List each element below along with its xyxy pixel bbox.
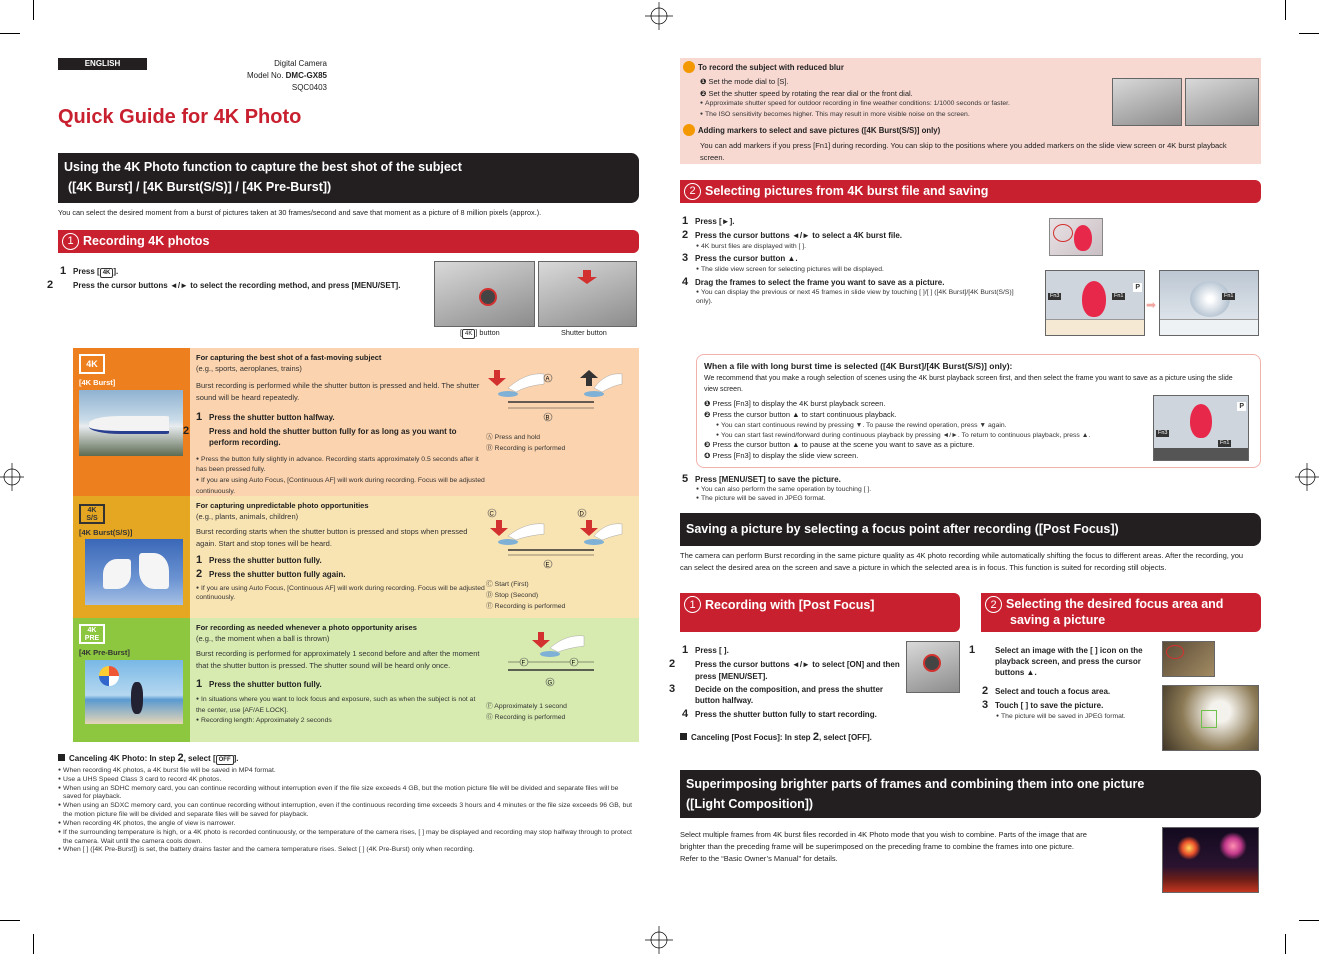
page-title: Quick Guide for 4K Photo [58,106,302,128]
diagram-legend [486,702,567,724]
row-example: (e.g., sports, aeroplanes, trains) [196,363,302,373]
playback-thumbnail [1049,218,1103,256]
product-name: Digital Camera [274,59,327,68]
cranes-photo [85,539,183,605]
step-text: Press the cursor buttons ◄/► to select a 4K burst file. [695,231,902,241]
step-text: Drag the frames to select the frame you want to save as a picture. [695,277,945,287]
banner-line-2: ([Light Composition]) [686,797,814,811]
burst-timing-diagram [486,364,626,424]
step-text: Touch [ ] to save the picture. [995,701,1104,711]
registration-mark [645,926,673,954]
sel-step-2: 2 Press the cursor buttons ◄/► to select a 4K burst file. [682,229,902,242]
row-content-cell [183,348,639,496]
row-4k-pre-burst [73,618,639,742]
fa-step-1: 1 Select an image with the [ ] icon on the playback screen, and press the cursor buttons ▲. [969,644,1143,677]
cancel-step-num: 2 [812,731,819,743]
subsection-title: Recording 4K photos [83,234,210,248]
sel-step-5 [682,472,871,504]
step-text: Press the cursor button ▲. [695,254,798,264]
row-4k-burst-ss [73,496,639,618]
pf-step-2: 2 Press the cursor buttons ◄/► to select [ON] and then press [MENU/SET]. [669,658,900,681]
mode-p-label: P [1239,403,1244,410]
step-line: 5 Press [MENU/SET] to save the picture. [682,473,841,485]
legend-item: Ⓓ Stop (Second) [486,591,539,599]
step-text: Press the shutter button fully again. [209,569,346,579]
row-heading: For capturing unpredictable photo opportunities [196,501,369,510]
slide-view-screen [1045,270,1145,336]
row-heading: For capturing the best shot of a fast-moving subject [196,353,382,362]
step-text: Press [ ]. [695,646,729,655]
step-text: Press the shutter button halfway. [209,412,335,422]
caption-text-end: ] button [475,328,500,337]
step-text: Press the shutter button fully. [209,679,322,689]
focus-area-steps [969,643,1160,722]
cancel-text: Canceling 4K Photo: In step [69,754,176,763]
camera-post-focus-button-image [906,641,960,693]
subsection-selecting-focus-area [981,593,1261,632]
row-4k-burst [73,348,639,496]
step-note: ● The slide view screen for selecting pictures will be displayed. [682,266,1027,275]
long-burst-text: We recommend that you make a rough selection of scenes using the 4K burst playback screen first, and then select the frame you want to save as a picture using the slide view screen. [704,375,1233,393]
legend-item: Ⓕ Approximately 1 second [486,703,567,710]
post-focus-thumbnail [1162,641,1215,677]
step-note: ● 4K burst files are displayed with [ ]. [682,243,1027,252]
section-banner-post-focus: Saving a picture by selecting a focus point after recording ([Post Focus]) [680,513,1261,546]
note: ● If you are using Auto Focus, [Continuous AF] will work during recording. Focus will be adjusted continuously. [196,476,486,498]
4k-burst-icon: 4K [79,354,105,374]
long-burst-box [696,354,1261,468]
row-example: (e.g., the moment when a ball is thrown) [196,633,330,643]
frame-strip [1160,319,1258,335]
post-focus-button-highlight [923,654,941,672]
step-text: Press [ [73,267,100,276]
burst-ss-timing-diagram [486,508,626,570]
long-step-note: ● You can start fast rewind/forward during continuous playback by pressing ◄/►. To return to continuous playback, press ▲. [704,431,1149,441]
step-text: Press [►]. [695,217,735,226]
burst-ss-step-2: 2 Press the shutter button fully again. [196,567,346,580]
long-step-text: Press the cursor button ▲ to start continuous playback. [712,409,897,419]
balloon-shape [1074,225,1092,251]
legend-item: Ⓑ Recording is performed [486,444,566,452]
registration-mark [645,2,673,30]
step-text: Press the cursor buttons ◄/► to select [ON] and then press [MENU/SET]. [695,660,900,681]
tip-step-1: ❶ Set the mode dial to [S]. [700,77,789,86]
light-composition-text [680,829,1150,865]
cancel-step-num: 2 [177,752,184,764]
long-step-3: ❸ Press the cursor button ▲ to pause at the scene you want to save as a picture. [704,440,975,450]
step-text: Press the shutter button fully to start recording. [695,709,877,719]
note-item: ● Use a UHS Speed Class 3 card to record 4K photos. [58,776,635,785]
fn1-label: Fn1 [1114,293,1124,299]
cancel-text-end: , select [ [183,754,216,763]
crop-mark [1299,920,1319,921]
fn1-label: Fn1 [1220,440,1230,446]
fa-step-3: 3 Touch [ ] to save the picture. [982,699,1104,712]
4k-button-icon: 4K [100,268,114,278]
crop-mark [1285,934,1286,954]
long-step-text: Press [Fn3] to display the 4K burst playback screen. [712,399,886,408]
tip-title-text: Adding markers to select and save pictures ([4K Burst(S/S)] only) [698,126,941,135]
tip-note: ● The ISO sensitivity becomes higher. This may result in more visible noise on the screen. [700,110,1100,121]
text-line: Refer to the “Basic Owner’s Manual” for details. [680,854,838,863]
subsection-title: Selecting pictures from 4K burst file and saving [705,184,989,198]
diagram-legend [486,580,565,613]
title-line-2: saving a picture [1010,613,1106,627]
crane-shape [139,553,169,589]
note: ● Recording length: Approximately 2 seconds [196,717,486,726]
section-banner-4k-photo [58,153,639,203]
tip-blur-title [683,61,844,73]
crop-mark [0,33,20,34]
crop-mark [33,934,34,954]
long-step-note: ● You can start continuous rewind by pressing ▼. To pause the rewind operation, press ▼ again. [704,421,1149,431]
mode-dial-image [1112,78,1182,126]
svg-text:F: F [571,660,576,667]
title-line-1: Selecting the desired focus area and [1006,597,1224,611]
row-label: [4K Pre-Burst] [79,648,130,657]
long-burst-steps [704,399,1149,462]
banner-line-2: ([4K Burst] / [4K Burst(S/S)] / [4K Pre-Burst]) [68,180,332,194]
step-text: Press and hold the shutter button fully for as long as you want to perform recording. [209,426,457,448]
tip-blur-body [700,76,1100,120]
step-text-end: ]. [113,267,119,276]
model-prefix: Model No. [246,71,284,80]
tip-step-text: Set the mode dial to [S]. [708,77,789,86]
row-description: Burst recording starts when the shutter button is pressed and stops when pressed again. Start and stop tones will be heard. [196,527,468,548]
svg-text:E: E [545,562,550,569]
burst-file-icon-highlight [1053,224,1073,242]
long-step-4: ❹ Press [Fn3] to display the slide view screen. [704,451,859,461]
tip-marker-title [683,124,940,136]
4k-pre-burst-icon: 4K PRE [79,624,105,644]
pf-step-1: 1 Press [ ]. [682,644,729,656]
tip-marker-text: You can add markers if you press [Fn1] during recording. You can skip to the positions where you added markers on the slide view screen or 4K burst playback screen. [700,141,1227,162]
crop-mark [1299,33,1319,34]
subsection-title: Recording with [Post Focus] [705,598,875,612]
long-step-1: ❶ Press [Fn3] to display the 4K burst playback screen. [704,399,886,408]
camera-shutter-button-image [538,261,637,327]
note-item: ● When [ ] ([4K Pre-Burst]) is set, the battery drains faster and the camera temperature rises. Select [ ] (4K Pre-Burst) only when recording. [58,846,635,855]
beach-ball-shape [99,666,119,686]
row-content-cell [190,496,639,618]
text-line: Select multiple frames from 4K burst files recorded in 4K Photo mode that you wish to combine. Parts of the image that are [680,830,1087,839]
long-burst-title: When a file with long burst time is selected ([4K Burst]/[4K Burst(S/S)] only): [704,361,1013,371]
svg-text:G: G [547,680,553,687]
post-focus-steps [669,643,907,721]
row-description: Burst recording is performed for approximately 1 second before and after the moment that the shutter button is pressed. The shutter sound will be heard only once. [196,649,480,670]
square-bullet-icon [58,754,65,761]
legend-item: Ⓔ Recording is performed [486,602,566,610]
cancel-text-end: , select [OFF]. [818,733,872,742]
4k-button-icon: 4K [462,329,475,339]
pf-step-4: 4 Press the shutter button fully to start recording. [682,707,877,720]
rear-dial-image [1185,78,1259,126]
note-item: ● When using an SDXC memory card, you can continue recording without interruption, even if the continuous recording time exceeds 3 hours and 4 minutes or the file size exceeds 96 GB, but the motion picture file will be divided and separate files will be saved for playback. [58,802,635,820]
pf-step-3: 3 Decide on the composition, and press the shutter button halfway. [669,682,884,706]
step-number-circle: 1 [62,233,79,250]
tip-title-text: To record the subject with reduced blur [698,63,844,72]
row-example: (e.g., plants, animals, children) [196,511,299,521]
sel-step-4: 4 Drag the frames to select the frame you want to save as a picture. [682,275,945,288]
note-item: ● If the surrounding temperature is high, or a 4K photo is recorded continuously, or the temperature of the camera rises, [ ] may be displayed and recording may stop halfway through to protect the camera. Wait until the camera cools down. [58,829,635,847]
subsection-selecting-pictures [680,180,1261,203]
subsection-recording-post-focus [680,593,960,632]
frame-strip [1046,319,1144,335]
step-note: ● The picture will be saved in JPEG format. [982,713,1160,722]
row-description: Burst recording is performed while the shutter button is pressed and held. The shutter sound will be heard repeatedly. [196,381,480,402]
pre-burst-step-1: 1 Press the shutter button fully. [196,677,322,690]
focus-frame [1201,710,1217,728]
registration-mark [0,463,24,491]
step-note: ● You can display the previous or next 45 frames in slide view by touching [ ]/[ ] ([4K Burst]/[4K Burst(S/S)] only). [682,289,1022,307]
step-note: ● The picture will be saved in JPEG format. [682,495,871,504]
row-label: [4K Burst] [79,378,116,387]
row-label-cell [73,348,190,496]
balloon-shape [1082,281,1106,317]
playback-controls [1154,448,1248,460]
row-heading: For recording as needed whenever a photo opportunity arises [196,623,417,632]
language-label: ENGLISH [58,58,147,70]
banner-line-1: Using the 4K Photo function to capture the best shot of the subject [64,160,462,174]
legend-item: Ⓒ Start (First) [486,581,529,588]
svg-text:D: D [579,511,584,518]
focus-area-screen [1162,685,1259,751]
tip-step-text: Set the shutter speed by rotating the rear dial or the front dial. [708,88,913,98]
section-banner-light-composition [680,770,1261,818]
person-shape [131,682,143,714]
4k-burst-ss-icon: 4K S/S [79,504,105,524]
step-text: Press the shutter button fully. [209,555,322,565]
pre-burst-timing-diagram [486,630,626,692]
step-number-circle: 2 [684,183,701,200]
step-text: Decide on the composition, and press the shutter button halfway. [695,684,884,706]
fn3-label: Fn3 [1158,430,1168,436]
registration-mark [1295,463,1319,491]
crop-mark [33,0,34,20]
svg-text:B: B [545,415,550,422]
crop-mark [0,920,20,921]
step-text: Select an image with the [ ] icon on the playback screen, and press the cursor buttons ▲. [995,646,1143,677]
banner-line-1: Superimposing brighter parts of frames and combining them into one picture [686,777,1145,791]
fireworks-photo [1162,827,1259,893]
4k-button-highlight [479,288,497,306]
cancel-text-close: ]. [233,754,239,763]
caption-4k-button [460,328,500,339]
4k-off-icon: OFF [216,755,234,765]
section2-steps [682,214,1027,307]
step-number-circle: 2 [985,596,1002,613]
step-1: 1 Press [ 4K ]. [60,265,119,277]
firework-shape [1219,832,1247,860]
note-item: ● When recording 4K photos, a 4K burst file will be saved in MP4 format. [58,767,635,776]
diagram-legend [486,433,565,455]
fa-step-2: 2 Select and touch a focus area. [982,685,1111,698]
fn1-label: Fn1 [1224,293,1234,299]
note-item: ● When recording 4K photos, the angle of view is narrower. [58,820,635,829]
row-content-cell [190,618,639,742]
step-note: ● You can also perform the same operation by touching [ ]. [682,486,871,495]
step-number-circle: 1 [684,596,701,613]
model-info [200,58,327,94]
post-focus-icon-highlight [1166,645,1184,659]
long-step-text: Press the cursor button ▲ to pause at the scene you want to save as a picture. [712,440,975,450]
long-step-text: Press [Fn3] to display the slide view screen. [712,451,859,461]
cancel-text: Canceling [Post Focus]: In step [691,733,811,742]
firework-shape [1177,836,1201,860]
svg-text:A: A [545,376,550,383]
mode-p-label: P [1135,284,1140,291]
note: ● Press the button fully slightly in advance. Recording starts approximately 0.5 seconds after it has been pressed fully. [196,455,486,477]
arrow-down-icon [577,270,597,284]
burst-playback-screen [1153,395,1249,461]
legend-item: Ⓖ Recording is performed [486,713,566,721]
post-focus-intro: The camera can perform Burst recording in the same picture quality as 4K photo recording while automatically shifting the focus to different areas. After the recording, you can select the desired area on the screen and save a picture in which the selected area is in focus. This function is suited for recording still objects. [680,551,1244,572]
row-label: [4K Burst(S/S)] [79,528,133,537]
train-photo [79,390,183,456]
row-label-cell [73,618,190,742]
crop-mark [1285,0,1286,20]
tip-step-2: ❷ Set the shutter speed by rotating the rear dial or the front dial. [700,88,913,98]
arrow-right-icon: ➡ [1146,298,1157,312]
note: ● If you are using Auto Focus, [Continuous AF] will work during recording. Focus will be adjusted continuously. [196,585,486,603]
row-label-cell [73,496,190,618]
slide-view-screen-splash [1159,270,1259,336]
balloon-shape [1190,404,1212,438]
text-line: brighter than the preceding frame will be superimposed on the preceding frame to combine the frames into one picture. [680,842,1074,851]
notes-list [58,767,635,855]
camera-4k-button-image [434,261,535,327]
crane-shape [103,559,131,589]
fn3-label: Fn3 [1050,293,1060,299]
legend-item: Ⓐ Press and hold [486,434,541,441]
long-step-2: ❷ Press the cursor button ▲ to start continuous playback. [704,409,897,419]
burst-ss-step-1: 1 Press the shutter button fully. [196,553,322,566]
beach-ball-photo [85,660,183,724]
section-intro: You can select the desired moment from a burst of pictures taken at 30 frames/second and save that moment as a picture of 8 million pixels (approx.). [58,208,542,217]
sel-step-3: 3 Press the cursor button ▲. [682,252,798,265]
cancel-4k-note [58,751,239,765]
svg-text:F: F [521,660,526,667]
tip-note: ● Approximate shutter speed for outdoor recording in fine weather conditions: 1/1000 seconds or faster. [700,99,1100,110]
step-2: 2 Press the cursor buttons ◄/► to select the recording method, and press [MENU/SET]. [47,279,401,291]
train-shape [89,416,169,434]
cancel-post-focus-note [680,730,872,744]
note: ● In situations where you want to lock focus and exposure, such as when the subject is not at the center, use [AF/AE LOCK]. [196,695,486,717]
sel-step-1: 1 Press [►]. [682,215,735,227]
tips-box [680,58,1261,164]
lightbulb-icon [683,61,695,73]
step-text: Select and touch a focus area. [995,687,1111,697]
lightbulb-icon [683,124,695,136]
model-line [200,70,327,82]
step-text: Press the cursor buttons ◄/► to select the recording method, and press [MENU/SET]. [73,281,401,290]
svg-text:C: C [489,511,494,518]
model-number: DMC-GX85 [285,71,327,80]
caption-shutter-button: Shutter button [561,328,607,337]
document-code: SQC0403 [291,83,327,92]
subsection-title [1006,596,1223,628]
step-text: Press [MENU/SET] to save the picture. [695,475,841,484]
caption-text: [ [460,328,463,337]
square-bullet-icon [680,733,687,740]
subsection-recording-4k [58,230,639,253]
burst-step-2: 2 Press and hold the shutter button fully for as long as you want to perform recording. [183,424,457,448]
note-item: ● When using an SDHC memory card, you can continue recording without interruption even if the file size exceeds 4 GB, but the motion picture file will be divided and separate files will be saved for playback. [58,785,635,803]
burst-step-1: 1 Press the shutter button halfway. [196,410,335,423]
